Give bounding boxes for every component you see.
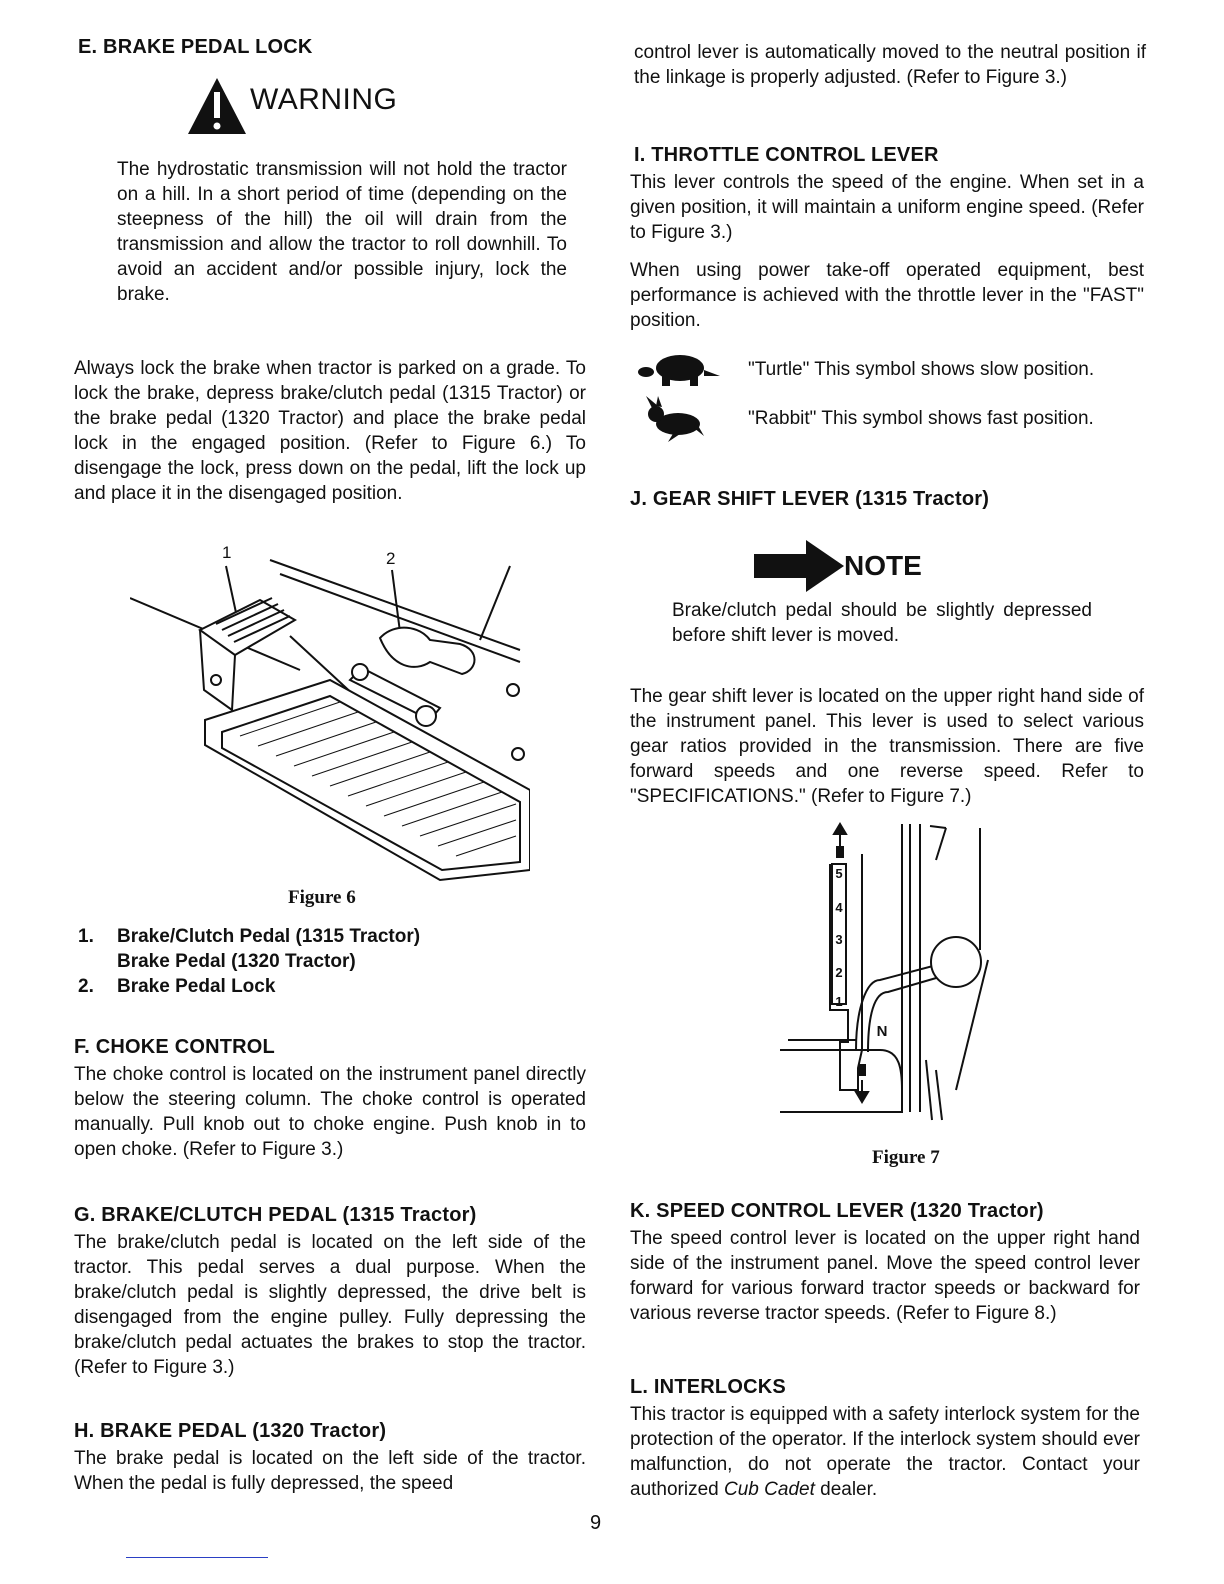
rabbit-description: "Rabbit" This symbol shows fast position. — [748, 408, 1094, 429]
brand-name: Cub Cadet — [724, 1479, 815, 1500]
figure-6-brake-pedal-illustration — [130, 540, 530, 885]
interlocks-text: This tractor is equipped with a safety interlock system for the protection of the operator. If the interlock system should ever malfunction, do not operate the tractor. Contact your authorized — [630, 1404, 1140, 1500]
figure-6-callout-2: 2 — [386, 549, 396, 568]
warning-label: WARNING — [250, 83, 398, 116]
turtle-icon — [638, 352, 722, 388]
brake-clutch-pedal-body: The brake/clutch pedal is located on the left side of the tractor. This pedal serves a dual purpose. When the brake/clutch pedal is slightly depressed, the drive belt is disengaged from the engine pulley. Fully depressing the brake/clutch pedal actuates the brakes to stop the tractor. (Refer to Figure 3.) — [74, 1232, 586, 1378]
gear-3-label: 3 — [835, 932, 843, 947]
gear-neutral-label: N — [876, 1023, 888, 1040]
gear-shift-body: The gear shift lever is located on the upper right hand side of the instrument panel. This lever is used to select various gear ratios provided in the transmission. There are five forward speeds and one reverse speed. Refer to "SPECIFICATIONS." (Refer to Figure 7.) — [630, 686, 1144, 807]
throttle-body-1: This lever controls the speed of the engine. When set in a given position, it will maintain a uniform engine speed. (Refer to Figure 3.) — [630, 172, 1144, 243]
section-heading-gear-shift-lever: J. GEAR SHIFT LEVER (1315 Tractor) — [630, 488, 990, 510]
note-label: NOTE — [844, 550, 922, 581]
rabbit-symbol-row — [644, 396, 1094, 442]
parts-list-number: 2. — [78, 976, 94, 997]
arrow-right-icon — [754, 540, 844, 592]
figure-6-caption: Figure 6 — [288, 887, 356, 908]
parts-list-label: Brake/Clutch Pedal (1315 Tractor) — [117, 926, 421, 947]
choke-control-body: The choke control is located on the instrument panel directly below the steering column. The choke control is operated manually. Pull knob out to choke engine. Push knob in to open choke. (Refer to Figure 3.) — [74, 1064, 586, 1160]
section-heading-speed-control-lever: K. SPEED CONTROL LEVER (1320 Tractor) — [630, 1200, 1044, 1222]
section-heading-brake-pedal-lock: E. BRAKE PEDAL LOCK — [78, 36, 313, 58]
warning-triangle-icon — [186, 76, 248, 136]
brake-pedal-continued: control lever is automatically moved to the neutral position if the linkage is properly adjusted. (Refer to Figure 3.) — [634, 42, 1146, 88]
parts-list-number: 1. — [78, 926, 94, 947]
section-heading-brake-pedal: H. BRAKE PEDAL (1320 Tractor) — [74, 1420, 387, 1442]
rabbit-icon — [644, 396, 706, 442]
reverse-gear-icon — [858, 1064, 866, 1076]
parts-list-label: Brake Pedal (1320 Tractor) — [117, 951, 356, 972]
page-number: 9 — [590, 1512, 602, 1534]
gear-5-label: 5 — [835, 866, 843, 881]
footer-rule — [126, 1557, 268, 1558]
warning-text: The hydrostatic transmission will not hold the tractor on a hill. In a short period of time (depending on the steepness of the hill) the oil will drain from the transmission and allow the tractor to roll downhill. To avoid an accident and/or possible injury, lock the brake. — [117, 159, 567, 305]
figure-7-caption: Figure 7 — [872, 1147, 940, 1168]
parts-list-item — [74, 974, 574, 999]
turtle-symbol-row — [638, 352, 1094, 388]
section-heading-interlocks: L. INTERLOCKS — [630, 1376, 786, 1398]
throttle-body-2: When using power take-off operated equipment, best performance is achieved with the throttle lever in the "FAST" position. — [630, 260, 1144, 331]
note-text: Brake/clutch pedal should be slightly depressed before shift lever is moved. — [672, 600, 1092, 646]
figure-6-callout-1: 1 — [222, 543, 232, 562]
interlocks-tail: dealer. — [814, 1479, 878, 1500]
interlocks-body — [630, 1402, 1140, 1502]
parts-list-label: Brake Pedal Lock — [117, 976, 276, 997]
brake-lock-body: Always lock the brake when tractor is parked on a grade. To lock the brake, depress brake/clutch pedal (1315 Tractor) or the brake pedal (1320 Tractor) and place the brake pedal lock in the engaged position. (Refer to Figure 6.) To disengage the lock, press down on the pedal, lift the lock up and place it in the disengaged position. — [74, 358, 586, 504]
figure-7-gear-shift-illustration — [770, 820, 1000, 1132]
speed-control-body: The speed control lever is located on the upper right hand side of the instrument panel. Move the speed control lever forward for various forward tractor speeds or backward for various reverse tractor speeds. (Refer to Figure 8.) — [630, 1228, 1140, 1324]
brake-pedal-body: The brake pedal is located on the left side of the tractor. When the pedal is fully depressed, the speed — [74, 1448, 586, 1494]
fast-gear-icon — [836, 846, 844, 858]
gear-4-label: 4 — [835, 900, 843, 915]
parts-list-item — [74, 924, 574, 974]
warning-banner — [186, 76, 397, 136]
section-heading-throttle-control: I. THROTTLE CONTROL LEVER — [634, 144, 939, 166]
gear-1-label: 1 — [835, 994, 843, 1009]
turtle-description: "Turtle" This symbol shows slow position. — [748, 359, 1095, 380]
note-banner — [754, 540, 922, 592]
figure-6-parts-list — [74, 924, 574, 999]
gear-2-label: 2 — [835, 965, 843, 980]
section-heading-choke-control: F. CHOKE CONTROL — [74, 1036, 275, 1058]
section-heading-brake-clutch-pedal: G. BRAKE/CLUTCH PEDAL (1315 Tractor) — [74, 1204, 477, 1226]
